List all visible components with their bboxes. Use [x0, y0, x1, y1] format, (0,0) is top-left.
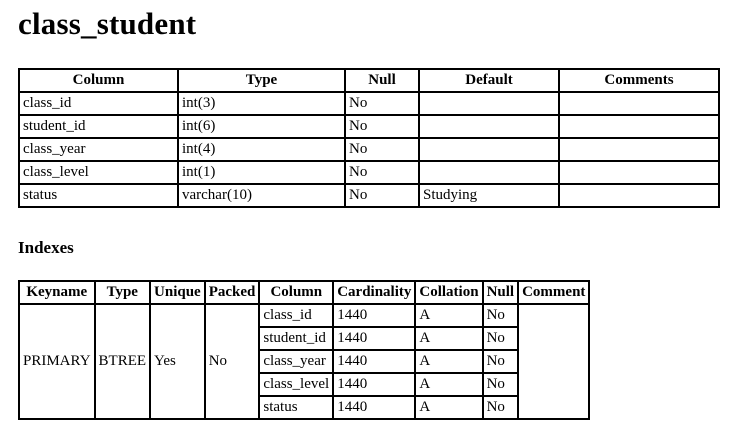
cell-comments — [559, 184, 719, 207]
cell-null: No — [345, 115, 419, 138]
header-null: Null — [483, 281, 519, 304]
cell-default — [419, 92, 559, 115]
cell-column: class_id — [259, 304, 333, 327]
cell-index-type: BTREE — [95, 304, 151, 419]
cell-collation: A — [415, 350, 482, 373]
indexes-table — [18, 280, 590, 420]
cell-collation: A — [415, 327, 482, 350]
cell-null: No — [345, 138, 419, 161]
cell-cardinality: 1440 — [333, 373, 415, 396]
cell-default — [419, 138, 559, 161]
cell-cardinality: 1440 — [333, 304, 415, 327]
cell-type: int(1) — [178, 161, 345, 184]
cell-null: No — [345, 184, 419, 207]
cell-default: Studying — [419, 184, 559, 207]
header-cardinality: Cardinality — [333, 281, 415, 304]
cell-packed: No — [205, 304, 260, 419]
header-unique: Unique — [150, 281, 205, 304]
header-keyname: Keyname — [19, 281, 95, 304]
cell-column: status — [19, 184, 178, 207]
header-type: Type — [95, 281, 151, 304]
cell-cardinality: 1440 — [333, 327, 415, 350]
indexes-heading: Indexes — [18, 238, 74, 257]
structure-table — [18, 68, 720, 208]
header-packed: Packed — [205, 281, 260, 304]
cell-null: No — [345, 92, 419, 115]
cell-column: student_id — [259, 327, 333, 350]
cell-cardinality: 1440 — [333, 350, 415, 373]
cell-collation: A — [415, 396, 482, 419]
cell-comments — [559, 115, 719, 138]
structure-header-row — [19, 69, 719, 92]
table-row — [19, 304, 589, 327]
cell-default — [419, 115, 559, 138]
cell-comments — [559, 138, 719, 161]
cell-column: class_level — [19, 161, 178, 184]
header-default: Default — [419, 69, 559, 92]
cell-type: int(3) — [178, 92, 345, 115]
header-collation: Collation — [415, 281, 482, 304]
page-title: class_student — [18, 6, 197, 41]
cell-null: No — [483, 350, 519, 373]
cell-type: varchar(10) — [178, 184, 345, 207]
cell-keyname: PRIMARY — [19, 304, 95, 419]
cell-null: No — [345, 161, 419, 184]
header-comments: Comments — [559, 69, 719, 92]
cell-type: int(6) — [178, 115, 345, 138]
cell-unique: Yes — [150, 304, 205, 419]
cell-column: class_year — [19, 138, 178, 161]
cell-column: student_id — [19, 115, 178, 138]
table-row — [19, 161, 719, 184]
cell-column: class_id — [19, 92, 178, 115]
table-row — [19, 92, 719, 115]
header-column: Column — [19, 69, 178, 92]
table-row — [19, 138, 719, 161]
cell-type: int(4) — [178, 138, 345, 161]
table-row — [19, 184, 719, 207]
cell-comments — [559, 161, 719, 184]
cell-null: No — [483, 327, 519, 350]
cell-null: No — [483, 396, 519, 419]
header-null: Null — [345, 69, 419, 92]
cell-collation: A — [415, 304, 482, 327]
cell-cardinality: 1440 — [333, 396, 415, 419]
cell-null: No — [483, 304, 519, 327]
cell-column: status — [259, 396, 333, 419]
cell-default — [419, 161, 559, 184]
header-type: Type — [178, 69, 345, 92]
header-comment: Comment — [518, 281, 589, 304]
cell-comment — [518, 304, 589, 419]
table-row — [19, 115, 719, 138]
cell-null: No — [483, 373, 519, 396]
cell-collation: A — [415, 373, 482, 396]
cell-comments — [559, 92, 719, 115]
cell-column: class_level — [259, 373, 333, 396]
indexes-header-row — [19, 281, 589, 304]
header-column: Column — [259, 281, 333, 304]
cell-column: class_year — [259, 350, 333, 373]
